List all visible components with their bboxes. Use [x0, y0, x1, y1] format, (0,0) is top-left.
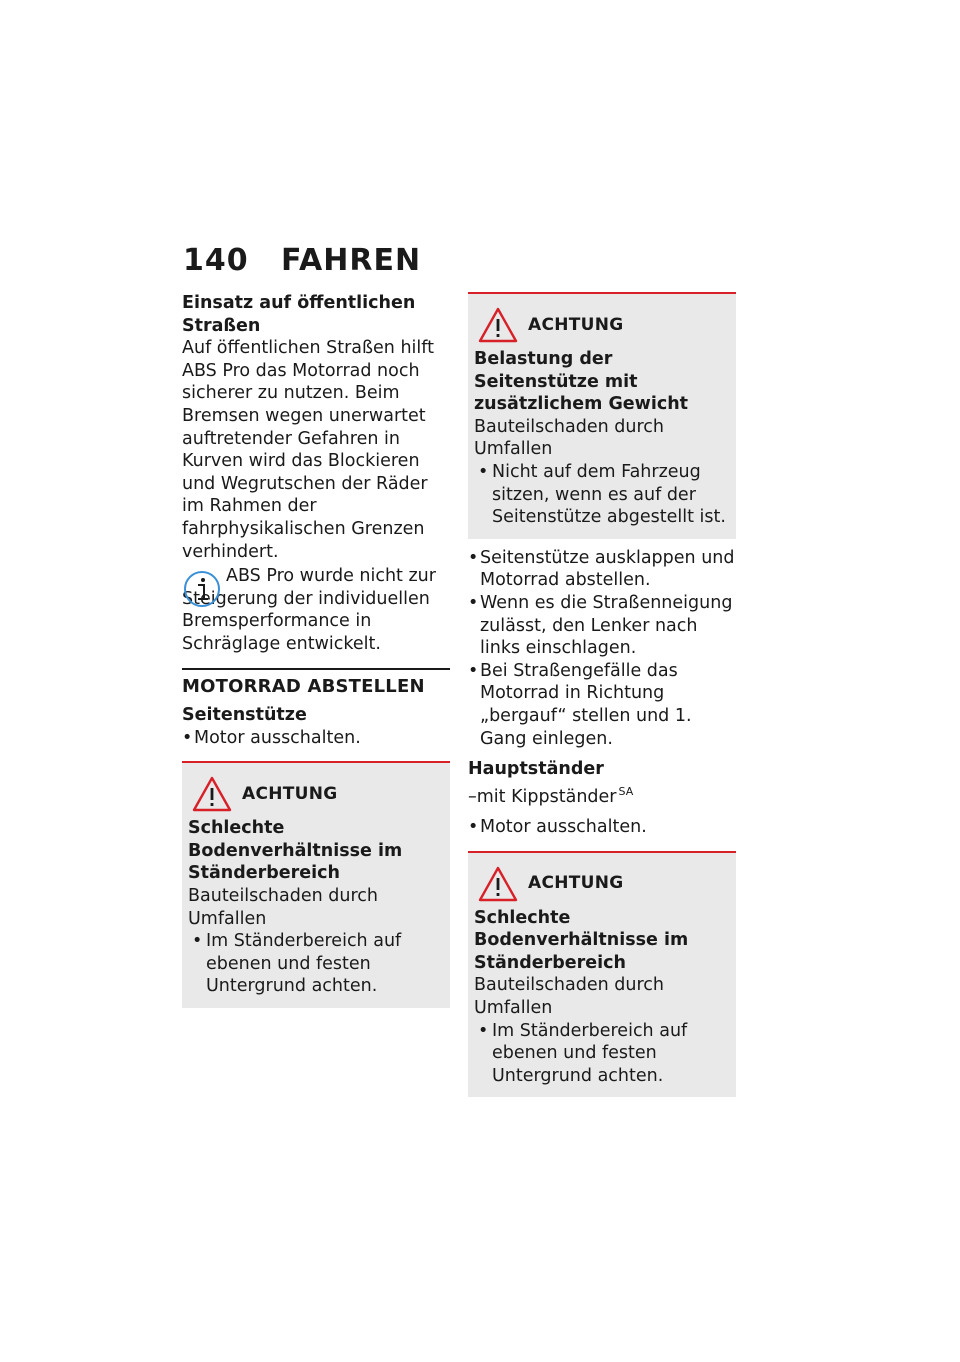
warning-heading: Schlechte Bodenverhältnisse im Ständerbereich	[188, 818, 403, 884]
warning-consequence: Bauteilschaden durch Umfallen	[474, 416, 664, 460]
warning-item: • Im Ständerbereich auf ebenen und festen Untergrund achten.	[474, 1020, 730, 1088]
section-title-parking: MOTORRAD ABSTELLEN	[182, 668, 450, 699]
bullet-list	[468, 547, 736, 750]
warning-triangle-icon	[192, 776, 232, 812]
warning-consequence: Bauteilschaden durch Umfallen	[474, 975, 664, 1019]
warning-title: ACHTUNG	[528, 873, 624, 894]
warning-triangle-icon	[478, 307, 518, 343]
list-item: • Seitenstütze ausklappen und Motorrad abstellen.	[468, 547, 736, 592]
warning-title: ACHTUNG	[528, 314, 624, 335]
option-line	[468, 781, 736, 808]
chapter-title: FAHREN	[281, 243, 422, 278]
warning-consequence: Bauteilschaden durch Umfallen	[188, 886, 378, 929]
option-text: –mit Kippständer	[468, 786, 617, 807]
warning-heading: Belastung der Seitenstütze mit zusätzlichem Gewicht	[474, 349, 689, 415]
list-item: • Motor ausschalten.	[182, 727, 450, 750]
right-column	[468, 292, 736, 1097]
warning-box	[468, 851, 736, 1098]
warning-box	[182, 761, 450, 1008]
list-item: • Bei Straßengefälle das Motorrad in Richtung „bergauf“ stellen und 1. Gang einlegen.	[468, 660, 736, 750]
page-header	[183, 243, 421, 278]
warning-item: • Nicht auf dem Fahrzeug sitzen, wenn es auf der Seitenstütze abgestellt ist.	[474, 461, 730, 529]
warning-triangle-icon	[478, 866, 518, 902]
option-superscript: SA	[618, 784, 634, 798]
warning-heading: Schlechte Bodenverhältnisse im Ständerbereich	[474, 907, 689, 973]
page-number: 140	[183, 243, 249, 278]
warning-title: ACHTUNG	[242, 783, 338, 804]
info-text: ABS Pro wurde nicht zur Steigerung der individuellen Bremsperformance in Schräglage entwickelt.	[182, 566, 436, 654]
info-note	[182, 565, 450, 655]
left-column	[182, 292, 450, 1008]
list-item: • Wenn es die Straßenneigung zulässt, den Lenker nach links einschlagen.	[468, 592, 736, 660]
warning-header	[188, 775, 444, 813]
warning-box	[468, 292, 736, 539]
list-item: • Motor ausschalten.	[468, 816, 736, 839]
warning-header	[474, 306, 730, 344]
subheading-side-stand: Seitenstütze	[182, 705, 307, 726]
heading-public-roads: Einsatz auf öffentlichen Straßen	[182, 293, 416, 336]
warning-header	[474, 865, 730, 903]
subheading-main-stand: Hauptständer	[468, 759, 604, 780]
warning-item: • Im Ständerbereich auf ebenen und festen Untergrund achten.	[188, 930, 444, 998]
info-icon	[182, 569, 222, 609]
paragraph-public-roads: Auf öffentlichen Straßen hilft ABS Pro das Motorrad noch sicherer zu nutzen. Beim Bremsen wegen unerwartet auftretender Gefahren in Kurven wird das Blockieren und Wegrutschen der Räder im Rahmen der fahrphysikalischen Grenzen verhindert.	[182, 338, 434, 562]
